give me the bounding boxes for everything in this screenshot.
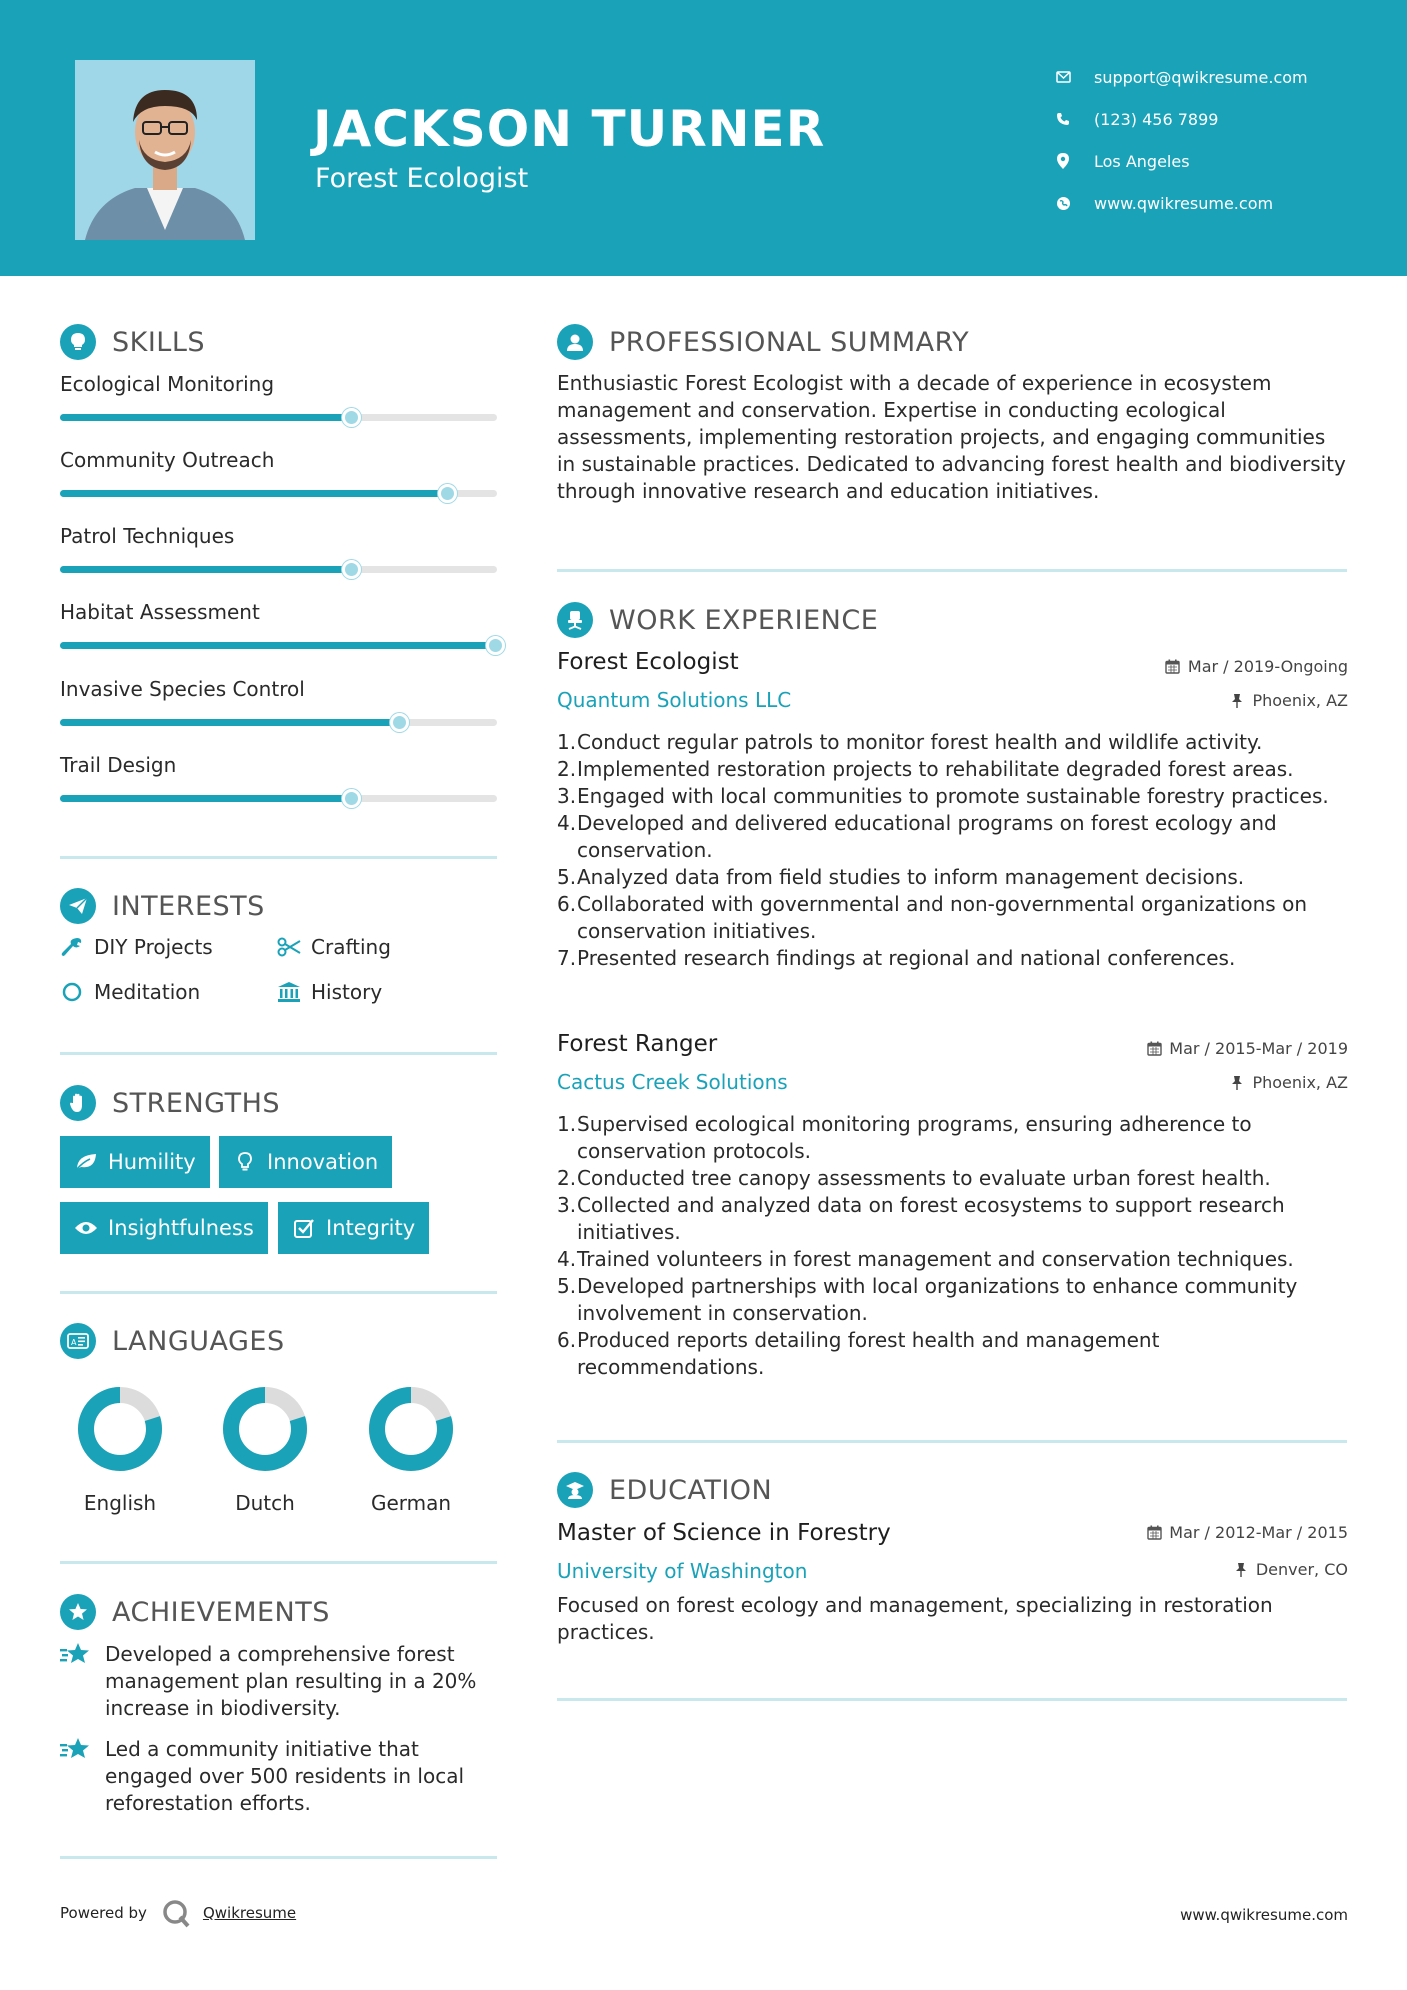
paper-plane-icon <box>60 888 96 924</box>
footer-website[interactable]: www.qwikresume.com <box>1180 1906 1348 1924</box>
job-location <box>1228 691 1348 710</box>
office-chair-icon <box>557 602 593 638</box>
section-divider <box>60 1856 497 1859</box>
achievements-heading <box>60 1594 330 1630</box>
contact-website-text: www.qwikresume.com <box>1094 193 1274 213</box>
strength-badge <box>60 1136 210 1188</box>
contact-location <box>1052 140 1308 182</box>
company-name: Quantum Solutions LLC <box>557 688 792 712</box>
skill-item <box>60 524 497 573</box>
education-description: Focused on forest ecology and management, specializing in restoration practices. <box>557 1593 1273 1644</box>
job-dates <box>1145 1039 1348 1058</box>
skill-bar-fill <box>60 566 353 573</box>
job-location <box>1228 1073 1348 1092</box>
duty-item: 1. Supervised ecological monitoring programs, ensuring adherence to conservation protocols. <box>557 1111 1347 1165</box>
skill-bar-fill <box>60 642 497 649</box>
job-dates-text: Mar / 2015-Mar / 2019 <box>1169 1039 1348 1058</box>
checkbox-icon <box>292 1216 316 1240</box>
skill-bar-knob <box>438 484 457 503</box>
user-icon <box>557 324 593 360</box>
skill-bar-knob <box>342 408 361 427</box>
job-duties <box>557 1111 1347 1381</box>
strength-badge <box>60 1202 268 1254</box>
duty-text: Developed and delivered educational programs on forest ecology and conservation. <box>577 811 1277 862</box>
achievement-item <box>60 1736 500 1817</box>
skill-bar-fill <box>60 414 353 421</box>
skill-item <box>60 677 497 726</box>
candidate-title: Forest Ecologist <box>315 163 529 194</box>
skill-bar <box>60 566 497 573</box>
job-location-text: Phoenix, AZ <box>1252 691 1348 710</box>
achievement-text: Led a community initiative that engaged over 500 residents in local reforestation efforts. <box>105 1737 465 1815</box>
job-dates <box>1164 657 1348 676</box>
company-name: Cactus Creek Solutions <box>557 1070 788 1094</box>
contact-phone-text: (123) 456 7899 <box>1094 109 1219 129</box>
calendar-icon <box>1145 1040 1163 1058</box>
calendar-icon <box>1145 1524 1163 1542</box>
interest-item <box>277 935 391 959</box>
interest-label: Crafting <box>311 935 391 959</box>
language-label: Dutch <box>235 1491 295 1515</box>
duty-text: Developed partnerships with local organizations to enhance community involvement in conservation. <box>577 1274 1298 1325</box>
hand-icon <box>60 1085 96 1121</box>
section-divider <box>557 1440 1347 1443</box>
degree-title: Master of Science in Forestry <box>557 1520 891 1546</box>
skill-name: Community Outreach <box>60 448 275 472</box>
skill-name: Ecological Monitoring <box>60 372 275 396</box>
experience-heading <box>557 602 878 638</box>
achievements-title: ACHIEVEMENTS <box>112 1596 330 1628</box>
skill-bar-fill <box>60 719 401 726</box>
skill-item <box>60 448 497 497</box>
job-title: Forest Ecologist <box>557 649 739 675</box>
interest-label: History <box>311 980 383 1004</box>
leaf-icon <box>74 1150 98 1174</box>
pushpin-icon <box>1232 1561 1250 1579</box>
duty-item: 7. Presented research findings at regional and national conferences. <box>557 946 1236 970</box>
contact-list <box>1052 56 1308 224</box>
duty-text: Produced reports detailing forest health and management recommendations. <box>577 1328 1160 1379</box>
star-badge-icon <box>60 1594 96 1630</box>
experience-title: WORK EXPERIENCE <box>609 604 879 636</box>
duty-item: 4. Developed and delivered educational programs on forest ecology and conservation. <box>557 810 1347 864</box>
section-divider <box>60 1561 497 1564</box>
skill-bar-knob <box>486 636 505 655</box>
duty-item: 6. Produced reports detailing forest health and management recommendations. <box>557 1327 1347 1381</box>
language-item <box>356 1385 466 1515</box>
map-pin-icon <box>1052 150 1074 172</box>
pushpin-icon <box>1228 1074 1246 1092</box>
education-location-text: Denver, CO <box>1255 1560 1348 1579</box>
duty-item: 2. Conducted tree canopy assessments to evaluate urban forest health. <box>557 1166 1271 1190</box>
interest-label: DIY Projects <box>94 935 213 959</box>
education-title: EDUCATION <box>609 1474 773 1506</box>
contact-website[interactable] <box>1052 182 1308 224</box>
scissors-icon <box>277 935 301 959</box>
powered-by-text: Powered by <box>60 1904 147 1922</box>
resume-header <box>0 0 1407 276</box>
duty-item: 2. Implemented restoration projects to rehabilitate degraded forest areas. <box>557 757 1294 781</box>
phone-icon <box>1052 108 1074 130</box>
contact-email[interactable] <box>1052 56 1308 98</box>
duty-item: 6. Collaborated with governmental and non-governmental organizations on conservation initiatives. <box>557 891 1347 945</box>
duty-text: Analyzed data from field studies to inform management decisions. <box>577 865 1245 889</box>
interest-label: Meditation <box>94 980 201 1004</box>
eye-icon <box>74 1216 98 1240</box>
language-donut <box>221 1385 309 1473</box>
svg-text:A: A <box>71 1338 77 1347</box>
skill-name: Trail Design <box>60 753 177 777</box>
job-dates-text: Mar / 2019-Ongoing <box>1187 657 1348 676</box>
envelope-icon <box>1052 66 1074 88</box>
strength-label: Innovation <box>267 1150 379 1174</box>
education-dates <box>1145 1523 1348 1542</box>
strength-label: Insightfulness <box>108 1216 254 1240</box>
education-heading <box>557 1472 772 1508</box>
duty-text: Conduct regular patrols to monitor forest health and wildlife activity. <box>577 730 1263 754</box>
interest-item <box>60 935 213 959</box>
graduation-icon <box>557 1472 593 1508</box>
interests-title: INTERESTS <box>112 890 265 922</box>
contact-email-text: support@qwikresume.com <box>1094 67 1308 87</box>
skill-item <box>60 372 497 421</box>
candidate-name: JACKSON TURNER <box>313 100 826 158</box>
interest-item <box>60 980 200 1004</box>
strength-label: Humility <box>108 1150 196 1174</box>
skills-title: SKILLS <box>112 326 206 358</box>
strengths-title: STRENGTHS <box>112 1087 281 1119</box>
duty-text: Conducted tree canopy assessments to evaluate urban forest health. <box>577 1166 1271 1190</box>
achievement-text: Developed a comprehensive forest management plan resulting in a 20% increase in biodiversity. <box>105 1642 477 1720</box>
job-duties <box>557 729 1347 972</box>
duty-item: 3. Engaged with local communities to promote sustainable forestry practices. <box>557 784 1329 808</box>
strength-badge <box>219 1136 392 1188</box>
summary-title: PROFESSIONAL SUMMARY <box>609 326 970 358</box>
lightbulb-icon <box>60 324 96 360</box>
wrench-icon <box>60 935 84 959</box>
skill-item <box>60 600 497 649</box>
duty-text: Collected and analyzed data on forest ecosystems to support research initiatives. <box>577 1193 1285 1244</box>
language-icon <box>60 1323 96 1359</box>
skill-bar-knob <box>390 713 409 732</box>
duty-item: 5. Developed partnerships with local organizations to enhance community involvement in conservation. <box>557 1273 1347 1327</box>
skill-bar-fill <box>60 490 449 497</box>
education-dates-text: Mar / 2012-Mar / 2015 <box>1169 1523 1348 1542</box>
language-donut <box>367 1385 455 1473</box>
strength-label: Integrity <box>326 1216 416 1240</box>
strength-badge <box>278 1202 429 1254</box>
skill-bar <box>60 642 497 649</box>
star-icon <box>60 1736 92 1764</box>
lightbulb-icon <box>233 1150 257 1174</box>
skill-item <box>60 753 497 802</box>
school-name: University of Washington <box>557 1559 808 1583</box>
star-icon <box>60 1641 92 1669</box>
skill-bar-fill <box>60 795 353 802</box>
language-item <box>65 1385 175 1515</box>
skill-name: Patrol Techniques <box>60 524 235 548</box>
duty-item: 1. Conduct regular patrols to monitor forest health and wildlife activity. <box>557 730 1263 754</box>
language-donut <box>76 1385 164 1473</box>
contact-location-text: Los Angeles <box>1094 151 1190 171</box>
interest-item <box>277 980 382 1004</box>
skill-bar <box>60 414 497 421</box>
profile-photo <box>75 60 255 240</box>
circle-icon <box>60 980 84 1004</box>
skill-bar-knob <box>342 560 361 579</box>
summary-text: Enthusiastic Forest Ecologist with a decade of experience in ecosystem management and conservation. Expertise in conducting ecological assessments, implementing restoration projects, and engaging communities in sustainable practices. Dedicated to advancing forest health and biodiversity through innovative research and education initiatives. <box>557 371 1346 503</box>
language-item <box>210 1385 320 1515</box>
skill-bar <box>60 490 497 497</box>
section-divider <box>557 569 1347 572</box>
duty-text: Implemented restoration projects to rehabilitate degraded forest areas. <box>577 757 1294 781</box>
duty-text: Trained volunteers in forest management and conservation techniques. <box>577 1247 1294 1271</box>
qwikresume-logo-icon <box>161 1898 191 1928</box>
contact-phone[interactable] <box>1052 98 1308 140</box>
museum-icon <box>277 980 301 1004</box>
duty-item: 3. Collected and analyzed data on forest ecosystems to support research initiatives. <box>557 1192 1347 1246</box>
summary-heading <box>557 324 969 360</box>
duty-text: Collaborated with governmental and non-governmental organizations on conservation initiatives. <box>577 892 1307 943</box>
skill-bar <box>60 795 497 802</box>
section-divider <box>557 1698 1347 1701</box>
skills-heading <box>60 324 205 360</box>
globe-icon <box>1052 192 1074 214</box>
duty-text: Engaged with local communities to promote sustainable forestry practices. <box>577 784 1329 808</box>
skill-bar <box>60 719 497 726</box>
achievement-item <box>60 1641 500 1722</box>
language-label: German <box>370 1491 452 1515</box>
duty-text: Presented research findings at regional and national conferences. <box>577 946 1236 970</box>
calendar-icon <box>1164 658 1182 676</box>
job-title: Forest Ranger <box>557 1031 718 1057</box>
section-divider <box>60 1052 497 1055</box>
duty-item: 4. Trained volunteers in forest management and conservation techniques. <box>557 1247 1294 1271</box>
languages-title: LANGUAGES <box>112 1325 285 1357</box>
language-label: English <box>83 1491 157 1515</box>
strengths-heading <box>60 1085 280 1121</box>
interests-heading <box>60 888 265 924</box>
duty-item: 5. Analyzed data from field studies to inform management decisions. <box>557 865 1245 889</box>
education-location <box>1232 1560 1348 1579</box>
skill-name: Habitat Assessment <box>60 600 260 624</box>
section-divider <box>60 856 497 859</box>
footer-powered-by <box>60 1898 296 1928</box>
pushpin-icon <box>1228 692 1246 710</box>
languages-heading <box>60 1323 285 1359</box>
skill-bar-knob <box>342 789 361 808</box>
skill-name: Invasive Species Control <box>60 677 305 701</box>
qwikresume-link[interactable]: Qwikresume <box>202 1904 297 1922</box>
duty-text: Supervised ecological monitoring programs, ensuring adherence to conservation protocols. <box>577 1112 1252 1163</box>
job-location-text: Phoenix, AZ <box>1252 1073 1348 1092</box>
section-divider <box>60 1291 497 1294</box>
